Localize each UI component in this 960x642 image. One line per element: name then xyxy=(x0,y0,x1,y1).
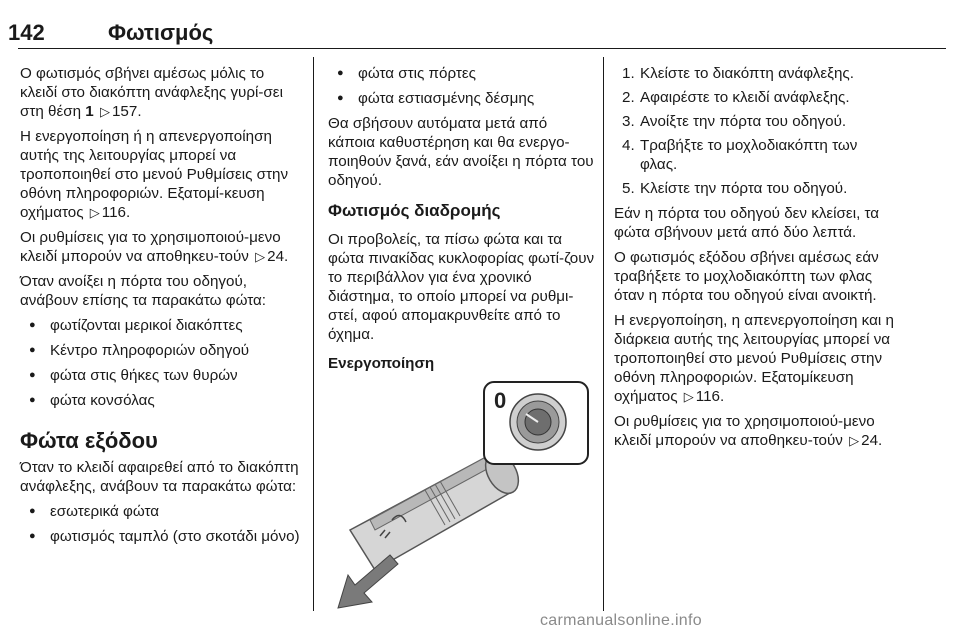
column-divider-2 xyxy=(603,57,604,611)
step-number: 2. xyxy=(622,89,635,106)
paragraph-text: Η ενεργοποίηση, η απενεργοποίηση και η διάρκεια αυτής της λειτουργίας μπορεί να τροποποιηθεί στο μενού Ρυθμίσεις στην οθόνη πληροφοριών. Εξατομίκευση οχήματος xyxy=(614,312,894,405)
paragraph: Εάν η πόρτα του οδηγού δεν κλείσει, τα φώτα σβήνουν μετά από δύο λεπτά. xyxy=(614,205,880,241)
paragraph xyxy=(614,311,896,406)
position-label: 1 xyxy=(85,103,94,120)
figure-label: 0 xyxy=(494,388,507,413)
step-text: Κλείστε την πόρτα του οδηγού. xyxy=(640,180,848,197)
page-reference[interactable]: 24. xyxy=(861,432,883,449)
page-title: Φωτισμός xyxy=(108,20,214,45)
list-item: ● φωτισμός ταμπλό (στο σκοτάδι μόνο) xyxy=(20,527,302,546)
column-1 xyxy=(20,64,302,552)
list-item: ● φωτίζονται μερικοί διακόπτες xyxy=(20,316,302,335)
paragraph-text: Οι ρυθμίσεις για το χρησιμοποιού‐μενο κλειδί μπορούν να αποθηκευ‐τούν xyxy=(20,229,281,265)
paragraph xyxy=(20,228,302,266)
page-reference-arrow-icon: ▷ xyxy=(849,433,860,448)
page-reference[interactable]: 24. xyxy=(267,248,289,265)
paragraph-text: Οι ρυθμίσεις για το χρησιμοποιού‐μενο κλειδί μπορούν να αποθηκευ‐τούν xyxy=(614,413,875,449)
subsection-heading: Φωτισμός διαδρομής xyxy=(328,201,501,220)
column-divider-1 xyxy=(313,57,314,611)
header-rule xyxy=(18,48,946,49)
step-text: Ανοίξτε την πόρτα του οδηγού. xyxy=(640,113,847,130)
column-3 xyxy=(614,64,896,456)
paragraph: Όταν ανοίξει η πόρτα του οδηγού, ανάβουν επίσης τα παρακάτω φώτα: xyxy=(20,273,267,309)
list-item xyxy=(614,179,896,198)
step-text: Αφαιρέστε το κλειδί ανάφλεξης. xyxy=(640,89,850,106)
list-item: ● φώτα στις πόρτες xyxy=(328,64,598,83)
step-number: 5. xyxy=(622,180,635,197)
paragraph: Οι προβολείς, τα πίσω φώτα και τα φώτα πινακίδας κυκλοφορίας φωτί‐ζουν το περιβάλλον για ένα χρονικό διάστημα, το οποίο μπορεί να ρυθμι‐στεί, αφού απομακρυνθείτε από το όχημα. xyxy=(328,231,595,343)
list-item xyxy=(614,112,896,131)
stalk-illustration xyxy=(330,380,590,612)
paragraph xyxy=(614,412,896,450)
paragraph-text: Η ενεργοποίηση ή η απενεργοποίηση αυτής της λειτουργίας μπορεί να τροποποιηθεί στο μενού Ρυθμίσεις στην οθόνη πληροφοριών. Εξατομί‐κευση οχήματος xyxy=(20,128,289,221)
list-item: ● φώτα στις θήκες των θυρών xyxy=(20,366,302,385)
list-item xyxy=(614,136,896,174)
list-item: ● φώτα εστιασμένης δέσμης xyxy=(328,89,598,108)
page-reference[interactable]: 116. xyxy=(695,388,725,405)
page-reference-arrow-icon: ▷ xyxy=(683,389,694,404)
page-reference-arrow-icon: ▷ xyxy=(89,205,100,220)
page-number: 142 xyxy=(8,20,45,45)
paragraph-text: Ο φωτισμός σβήνει αμέσως μόλις το κλειδί στο διακόπτη ανάφλεξης γυρί‐σει στη θέση xyxy=(20,65,283,120)
step-number: 1. xyxy=(622,65,635,82)
page-reference[interactable]: 157. xyxy=(111,103,142,120)
page-reference-arrow-icon: ▷ xyxy=(255,249,266,264)
list-item: ● φώτα κονσόλας xyxy=(20,391,302,410)
page-reference-arrow-icon: ▷ xyxy=(99,104,110,119)
paragraph xyxy=(20,64,302,121)
page-reference[interactable]: 116. xyxy=(101,204,131,221)
section-heading: Φώτα εξόδου xyxy=(20,428,158,453)
steps-list xyxy=(614,64,896,198)
list-item xyxy=(614,64,896,83)
step-number: 3. xyxy=(622,113,635,130)
column-2 xyxy=(328,64,598,381)
paragraph: Ο φωτισμός εξόδου σβήνει αμέσως εάν τραβήξετε το μοχλοδιακόπτη των φλας όταν η πόρτα του οδηγού είναι ανοικτή. xyxy=(614,249,879,304)
step-text: Τραβήξτε το μοχλοδιακόπτη των φλας. xyxy=(640,137,858,173)
subsection-heading: Ενεργοποίηση xyxy=(328,355,435,372)
step-number: 4. xyxy=(622,137,635,154)
step-text: Κλείστε το διακόπτη ανάφλεξης. xyxy=(640,65,854,82)
paragraph xyxy=(20,127,302,222)
list-item: ● εσωτερικά φώτα xyxy=(20,502,302,521)
watermark: carmanualsonline.info xyxy=(540,612,702,629)
list-item xyxy=(614,88,896,107)
paragraph: Όταν το κλειδί αφαιρεθεί από το διακόπτη ανάφλεξης, ανάβουν τα παρακάτω φώτα: xyxy=(20,459,299,495)
paragraph: Θα σβήσουν αυτόματα μετά από κάποια καθυστέρηση και θα ενεργο‐ποιηθούν ξανά, εάν ανοίξει η πόρτα του οδηγού. xyxy=(328,115,594,189)
list-item: ● Κέντρο πληροφοριών οδηγού xyxy=(20,341,302,360)
